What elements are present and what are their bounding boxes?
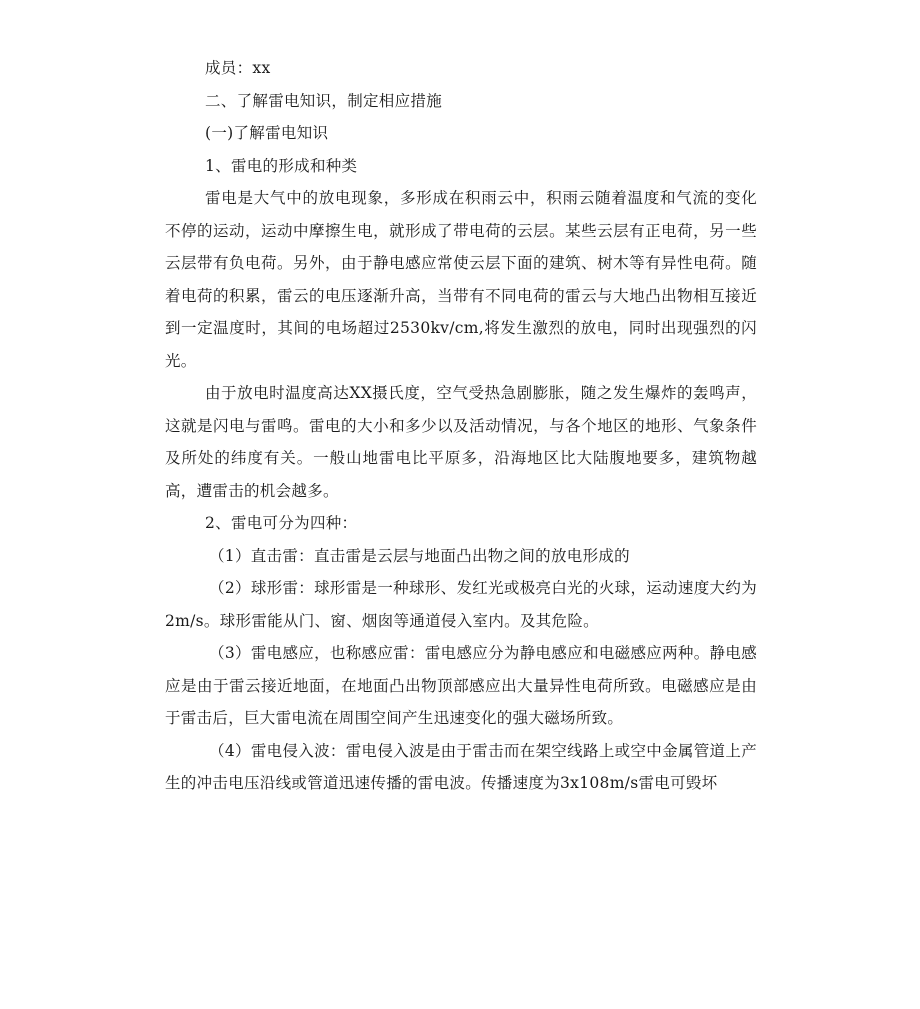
heading-formation-types: 1、雷电的形成和种类	[205, 156, 358, 175]
type-direct-lightning: （1）直击雷：直击雷是云层与地面凸出物之间的放电形成的	[209, 546, 630, 565]
type-ball-lightning: （2）球形雷：球形雷是一种球形、发红光或极亮白光的火球，运动速度大约为2m/s。球形雷能从门、窗、烟囱等通道侵入室内。及其危险。	[165, 579, 757, 630]
heading-four-types: 2、雷电可分为四种：	[205, 514, 358, 532]
members-line: 成员：xx	[205, 59, 271, 77]
type-intrusion-wave: （4）雷电侵入波：雷电侵入波是由于雷击而在架空线路上或空中金属管道上产生的冲击电压沿线或管道迅速传播的雷电波。传播速度为3x108m/s雷电可毁坏	[165, 741, 757, 792]
subsection-heading-1: (一)了解雷电知识	[205, 124, 329, 142]
paragraph-thunder: 由于放电时温度高达XX摄氏度，空气受热急剧膨胀，随之发生爆炸的轰鸣声，这就是闪电与雷鸣。雷电的大小和多少以及活动情况，与各个地区的地形、气象条件及所处的纬度有关。一般山地雷电比平原多，沿海地区比大陆腹地要多，建筑物越高，遭雷击的机会越多。	[165, 384, 757, 500]
section-heading-2: 二、了解雷电知识，制定相应措施	[205, 91, 443, 110]
type-induced-lightning: （3）雷电感应，也称感应雷：雷电感应分为静电感应和电磁感应两种。静电感应是由于雷云接近地面，在地面凸出物顶部感应出大量异性电荷所致。电磁感应是由于雷击后，巨大雷电流在周围空间产生迅速变化的强大磁场所致。	[165, 644, 757, 727]
paragraph-formation: 雷电是大气中的放电现象，多形成在积雨云中，积雨云随着温度和气流的变化不停的运动，运动中摩擦生电，就形成了带电荷的云层。某些云层有正电荷，另一些云层带有负电荷。另外，由于静电感应常使云层下面的建筑、树木等有异性电荷。随着电荷的积累，雷云的电压逐渐升高，当带有不同电荷的雷云与大地凸出物相互接近到一定温度时，其间的电场超过2530kv/cm,将发生激烈的放电，同时出现强烈的闪光。	[165, 189, 757, 370]
document-page	[165, 52, 757, 800]
